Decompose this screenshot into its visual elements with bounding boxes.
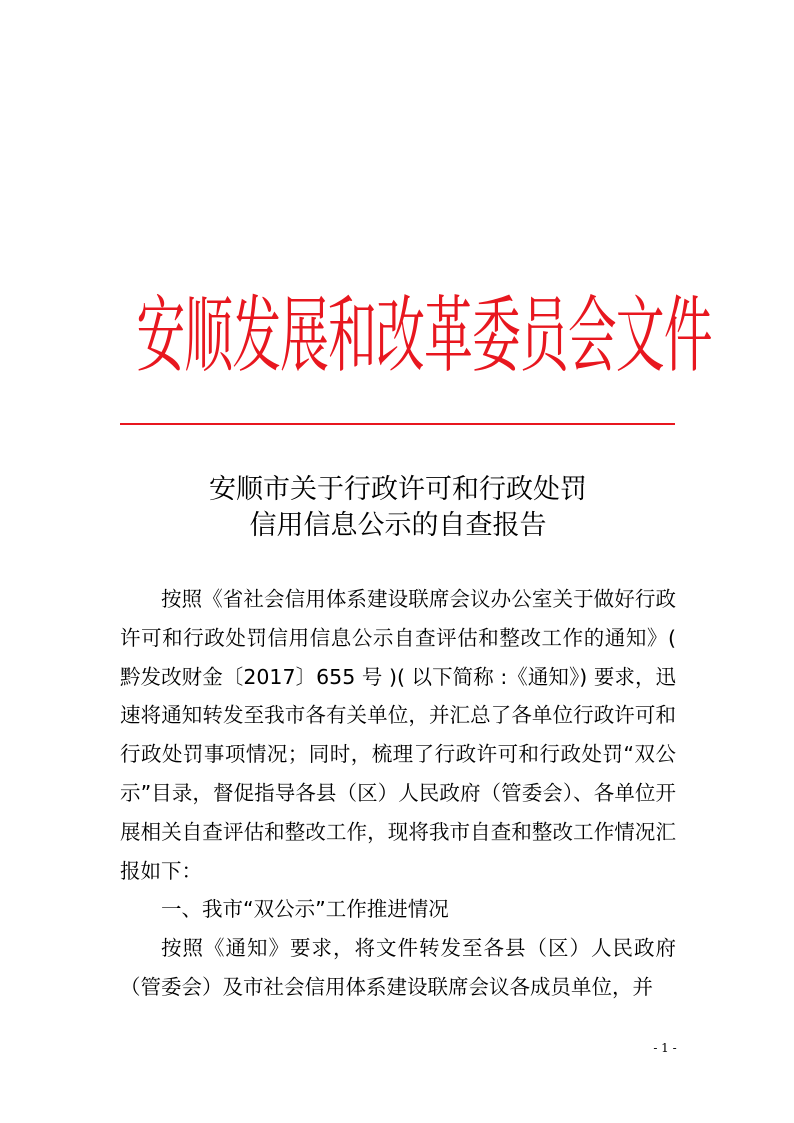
body-paragraph-section-1: 按照《通知》要求，将文件转发至各县（区）人民政府（管委会）及市社会信用体系建设联席会议各成员单位，并 (120, 936, 676, 999)
page-number: - 1 - (653, 1041, 677, 1055)
document-title-line-1: 安顺市关于行政许可和行政处罚 (209, 474, 587, 505)
document-title-line-2: 信用信息公示的自查报告 (249, 510, 547, 541)
document-body (120, 580, 676, 1007)
section-heading-1: 一、我市“双公示”工作推进情况 (161, 897, 449, 922)
masthead-title: 安顺发展和改革委员会文件 (136, 289, 712, 385)
red-divider-line (120, 423, 675, 425)
masthead (118, 282, 712, 392)
body-paragraph-intro: 按照《省社会信用体系建设联席会议办公室关于做好行政许可和行政处罚信用信息公示自查评估和整改工作的通知》( 黔发改财金〔2017〕655 号 )( 以下简称 :《通知》) 要求，迅速将通知转发至我市各有关单位，并汇总了各单位行政许可和行政处罚事项情况；同时，梳理了行政许可和行政处罚“双公示”目录，督促指导各县（区）人民政府（管委会）、各单位开展相关自查评估和整改工作，现将我市自查和整改工作情况汇报如下： (120, 587, 676, 883)
